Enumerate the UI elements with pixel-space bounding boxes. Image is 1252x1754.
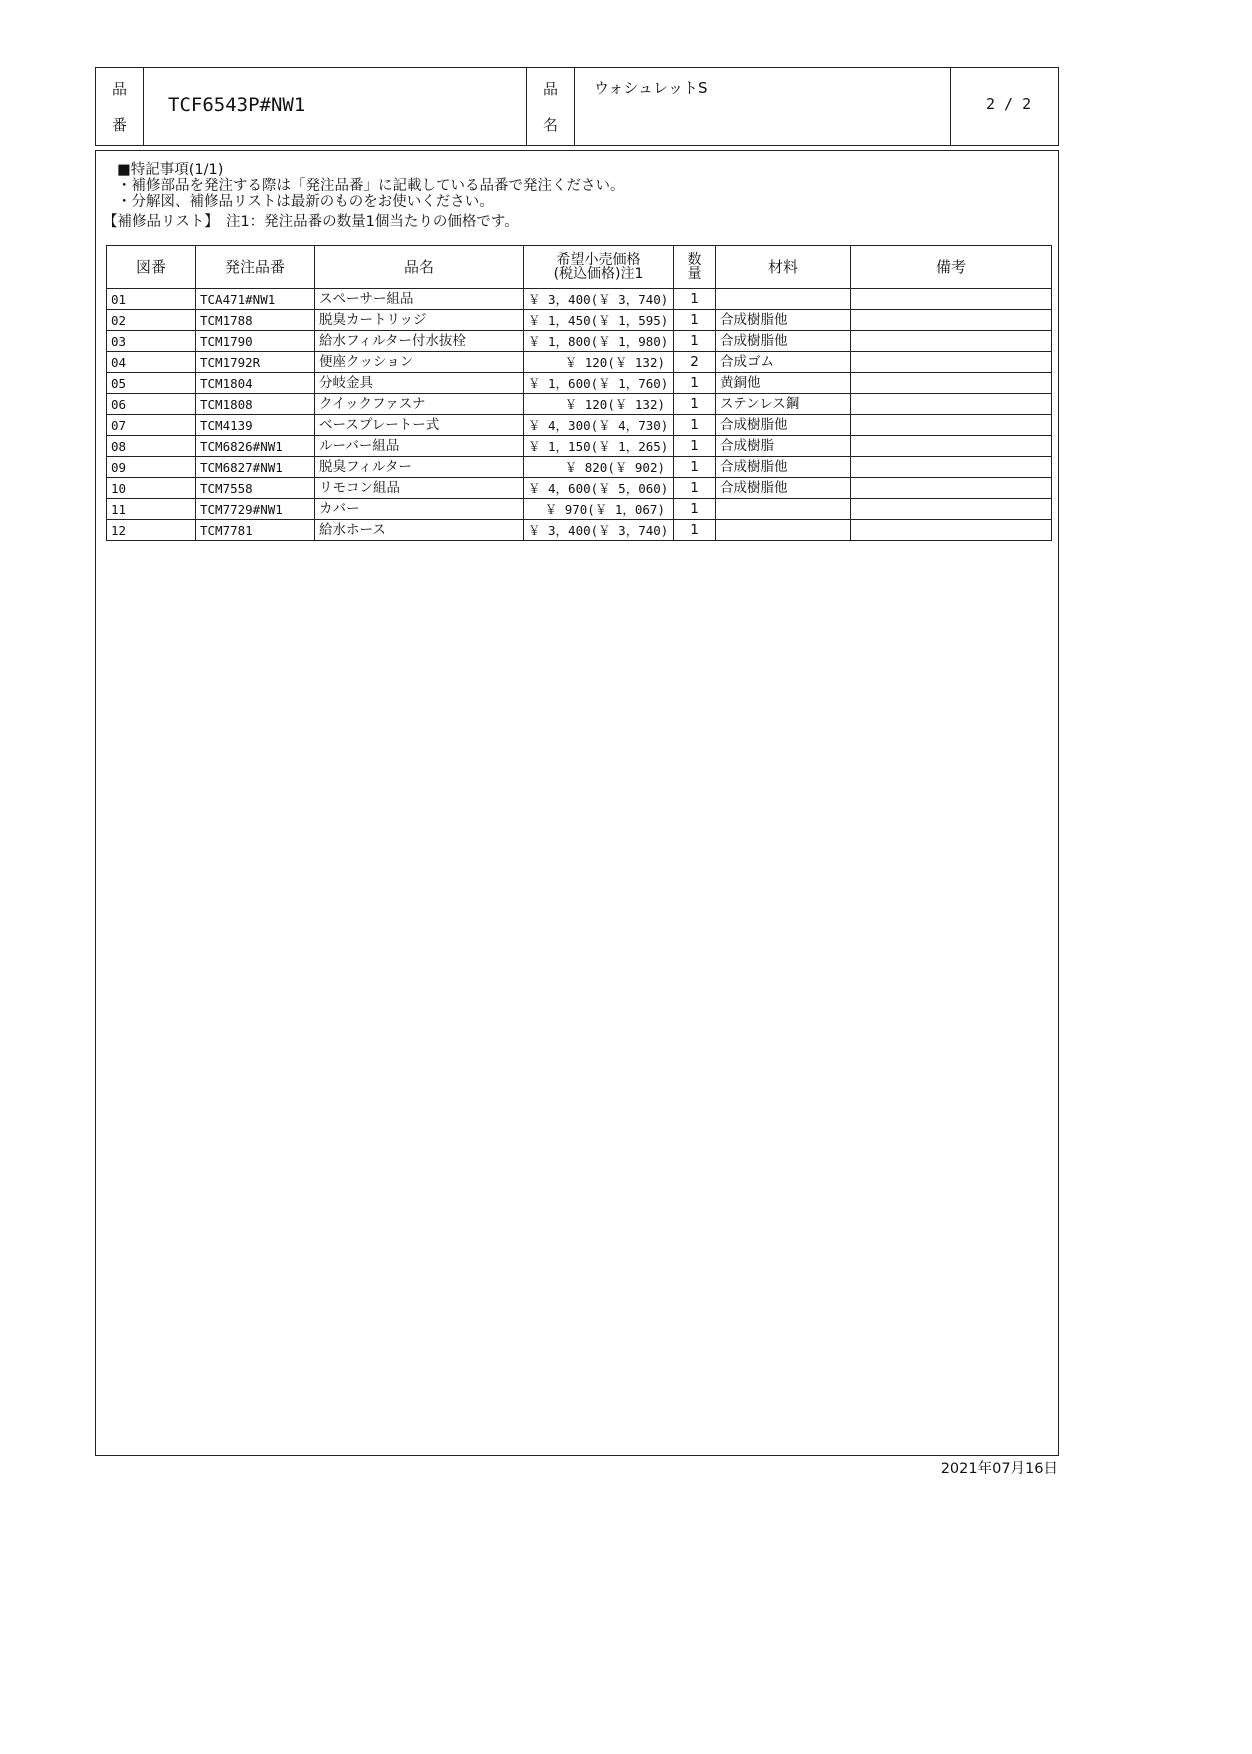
product-name: ウォシュレットS <box>594 79 708 97</box>
cell-qty: 1 <box>674 373 716 394</box>
cell-name: ベースプレートー式 <box>315 415 524 436</box>
cell-fig-no: 12 <box>107 520 196 541</box>
cell-remarks <box>851 352 1052 373</box>
table-row <box>107 499 1052 520</box>
cell-fig-no: 06 <box>107 394 196 415</box>
product-code: TCF6543P#NW1 <box>168 94 306 116</box>
cell-order-code: TCM7558 <box>196 478 315 499</box>
cell-qty: 1 <box>674 289 716 310</box>
hinmei-label-char-2: 名 <box>543 116 559 134</box>
header-price-line-2: (税込価格)注1 <box>553 266 644 282</box>
notes-heading: ■特記事項(1/1) <box>117 162 224 178</box>
cell-material: 合成樹脂他 <box>716 457 851 478</box>
table-row <box>107 478 1052 499</box>
cell-name: 脱臭カートリッジ <box>315 310 524 331</box>
cell-fig-no: 03 <box>107 331 196 352</box>
header-qty-line-2: 量 <box>687 266 702 282</box>
header-qty <box>674 246 716 289</box>
cell-remarks <box>851 436 1052 457</box>
cell-order-code: TCM1804 <box>196 373 315 394</box>
page-number: 2 / 2 <box>986 95 1032 113</box>
cell-name: 給水フィルター付水抜栓 <box>315 331 524 352</box>
cell-remarks <box>851 457 1052 478</box>
cell-material <box>716 499 851 520</box>
cell-material: 合成樹脂他 <box>716 310 851 331</box>
cell-fig-no: 05 <box>107 373 196 394</box>
cell-name: 給水ホース <box>315 520 524 541</box>
cell-order-code: TCM1788 <box>196 310 315 331</box>
header-price-line-1: 希望小売価格 <box>556 252 641 268</box>
cell-price: ￥ 1，600(￥ 1，760) <box>524 373 674 394</box>
document-date: 2021年07月16日 <box>940 1461 1058 1477</box>
cell-price: ￥ 1，450(￥ 1，595) <box>524 310 674 331</box>
table-row <box>107 331 1052 352</box>
cell-remarks <box>851 331 1052 352</box>
header-order-code: 発注品番 <box>196 246 315 289</box>
cell-order-code: TCM6827#NW1 <box>196 457 315 478</box>
parts-list-title: 【補修品リスト】 注1：発注品番の数量1個当たりの価格です。 <box>103 214 519 230</box>
header-divider <box>950 68 951 145</box>
cell-name: ルーバー組品 <box>315 436 524 457</box>
cell-price: ￥ 4，600(￥ 5，060) <box>524 478 674 499</box>
cell-fig-no: 01 <box>107 289 196 310</box>
header-price <box>524 246 674 289</box>
cell-name: カバー <box>315 499 524 520</box>
cell-remarks <box>851 478 1052 499</box>
table-header-row <box>107 246 1052 289</box>
cell-name: スペーサー組品 <box>315 289 524 310</box>
cell-order-code: TCA471#NW1 <box>196 289 315 310</box>
cell-material: 合成樹脂他 <box>716 415 851 436</box>
cell-remarks <box>851 373 1052 394</box>
table-row <box>107 394 1052 415</box>
cell-material: 合成樹脂他 <box>716 478 851 499</box>
header-qty-line-1: 数 <box>687 252 702 268</box>
cell-qty: 1 <box>674 310 716 331</box>
cell-material <box>716 289 851 310</box>
cell-fig-no: 04 <box>107 352 196 373</box>
header-divider <box>574 68 575 145</box>
cell-price: ￥ 820(￥ 902) <box>524 457 674 478</box>
cell-fig-no: 09 <box>107 457 196 478</box>
cell-order-code: TCM7729#NW1 <box>196 499 315 520</box>
cell-price: ￥ 3，400(￥ 3，740) <box>524 520 674 541</box>
cell-material: 黄銅他 <box>716 373 851 394</box>
cell-qty: 1 <box>674 394 716 415</box>
cell-order-code: TCM6826#NW1 <box>196 436 315 457</box>
header-divider <box>526 68 527 145</box>
cell-qty: 1 <box>674 436 716 457</box>
cell-order-code: TCM4139 <box>196 415 315 436</box>
cell-material <box>716 520 851 541</box>
cell-material: 合成ゴム <box>716 352 851 373</box>
cell-remarks <box>851 415 1052 436</box>
cell-fig-no: 07 <box>107 415 196 436</box>
hinban-label-char-1: 品 <box>112 80 128 98</box>
cell-name: 分岐金具 <box>315 373 524 394</box>
table-row <box>107 310 1052 331</box>
cell-qty: 1 <box>674 478 716 499</box>
cell-qty: 1 <box>674 520 716 541</box>
table-row <box>107 457 1052 478</box>
cell-material: ステンレス鋼 <box>716 394 851 415</box>
cell-name: 便座クッション <box>315 352 524 373</box>
table-row <box>107 373 1052 394</box>
cell-fig-no: 08 <box>107 436 196 457</box>
cell-price: ￥ 1，800(￥ 1，980) <box>524 331 674 352</box>
cell-remarks <box>851 310 1052 331</box>
cell-qty: 1 <box>674 331 716 352</box>
cell-fig-no: 02 <box>107 310 196 331</box>
cell-name: クイックファスナ <box>315 394 524 415</box>
cell-material: 合成樹脂 <box>716 436 851 457</box>
cell-order-code: TCM7781 <box>196 520 315 541</box>
table-row <box>107 436 1052 457</box>
cell-fig-no: 11 <box>107 499 196 520</box>
cell-name: リモコン組品 <box>315 478 524 499</box>
notes-line-2: ・分解図、補修品リストは最新のものをお使いください。 <box>117 194 494 210</box>
hinmei-label-char-1: 品 <box>543 80 559 98</box>
cell-price: ￥ 120(￥ 132) <box>524 394 674 415</box>
hinban-label-char-2: 番 <box>112 116 128 134</box>
notes-line-1: ・補修部品を発注する際は「発注品番」に記載している品番で発注ください。 <box>117 178 625 194</box>
cell-price: ￥ 120(￥ 132) <box>524 352 674 373</box>
cell-fig-no: 10 <box>107 478 196 499</box>
header-box <box>95 67 1059 146</box>
header-remarks: 備考 <box>851 246 1052 289</box>
cell-remarks <box>851 289 1052 310</box>
cell-qty: 1 <box>674 415 716 436</box>
cell-price: ￥ 1，150(￥ 1，265) <box>524 436 674 457</box>
header-fig-no: 図番 <box>107 246 196 289</box>
cell-qty: 1 <box>674 499 716 520</box>
parts-table <box>106 245 1052 541</box>
cell-price: ￥ 3，400(￥ 3，740) <box>524 289 674 310</box>
cell-order-code: TCM1792R <box>196 352 315 373</box>
cell-price: ￥ 970(￥ 1，067) <box>524 499 674 520</box>
cell-order-code: TCM1808 <box>196 394 315 415</box>
cell-price: ￥ 4，300(￥ 4，730) <box>524 415 674 436</box>
cell-qty: 2 <box>674 352 716 373</box>
cell-remarks <box>851 394 1052 415</box>
cell-remarks <box>851 520 1052 541</box>
cell-order-code: TCM1790 <box>196 331 315 352</box>
cell-name: 脱臭フィルター <box>315 457 524 478</box>
table-row <box>107 289 1052 310</box>
cell-remarks <box>851 499 1052 520</box>
cell-qty: 1 <box>674 457 716 478</box>
header-material: 材料 <box>716 246 851 289</box>
header-name: 品名 <box>315 246 524 289</box>
table-row <box>107 352 1052 373</box>
cell-material: 合成樹脂他 <box>716 331 851 352</box>
table-row <box>107 520 1052 541</box>
header-divider <box>143 68 144 145</box>
table-row <box>107 415 1052 436</box>
